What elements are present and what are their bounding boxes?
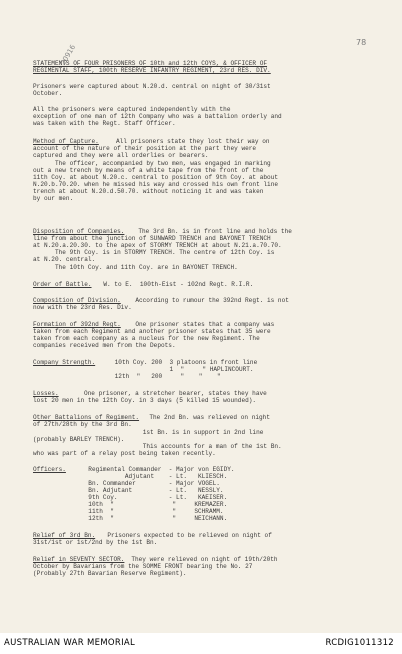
- text-line: of 27th/28th by the 3rd Bn.: [33, 421, 132, 428]
- text-line: at N.20. central.: [33, 256, 96, 263]
- text-line: All the prisoners were captured independently with the: [33, 106, 231, 113]
- text-line: The officer, accompanied by two men, was engaged in marking: [33, 160, 271, 167]
- text-line: 1st Bn. is in support in 2nd line: [33, 429, 264, 436]
- archive-id: RCDIG1011312: [325, 638, 394, 648]
- text-line: 31st/1st or 1st/2nd by the 1st Bn.: [33, 539, 158, 546]
- section-label: Order of Battle.: [33, 281, 92, 288]
- text-line: exception of one man of 12th Company who was a battalion orderly and: [33, 113, 282, 120]
- section-label: Formation of 392nd Regt.: [33, 321, 121, 328]
- text-line: taken from each company as a nucleus for the new Regiment. The: [33, 335, 260, 342]
- text-line: One prisoner, a stretcher bearer, states they have: [62, 390, 267, 397]
- text-line: at N.20.a.20.30. to the apex of STORMY TRENCH at about N.21.a.70.70.: [33, 242, 282, 249]
- text-line: companies received men from the Depots.: [33, 342, 176, 349]
- text-line: Prisoners were captured about N.20.d. central on night of 30/31st: [33, 83, 271, 90]
- section-label: Other Battalions of Regiment.: [33, 414, 140, 421]
- officer-row: Regimental Commander - Major von EGIDY.: [70, 466, 235, 473]
- section-label: Disposition of Companies.: [33, 228, 125, 235]
- section-label: Losses.: [33, 390, 59, 397]
- text-line: (Probably 27th Bavarian Reserve Regiment).: [33, 570, 187, 577]
- text-line: The 10th Coy. and 11th Coy. are in BAYONET TRENCH.: [33, 264, 238, 271]
- text-line: According to rumour the 392nd Regt. is not: [128, 297, 289, 304]
- text-line: The 2nd Bn. was relieved on night: [142, 414, 270, 421]
- officer-row: 12th " " NEICHANN.: [70, 515, 228, 522]
- section-label: Method of Capture.: [33, 138, 99, 145]
- text-line: October by Bavarians from the SOMME FRONT bearing the No. 27: [33, 563, 253, 570]
- heading-line-1: STATEMENTS OF FOUR PRISONERS OF 10th and 12th COYS, & OFFICER OF: [33, 60, 268, 67]
- text-line: The 9th Coy. is in STORMY TRENCH. The centre of 12th Coy. is: [33, 249, 275, 256]
- archive-name: AUSTRALIAN WAR MEMORIAL: [4, 638, 136, 648]
- text-line: One prisoner states that a company was: [128, 321, 275, 328]
- text-line: 12th " 200 " " ": [100, 373, 221, 380]
- archive-footer: [0, 633, 402, 654]
- officer-row: 10th " " KREMAZER.: [70, 501, 228, 508]
- section-label: Officers.: [33, 466, 66, 473]
- text-line: who was part of a relay post being taken recently.: [33, 450, 216, 457]
- text-line: 11th Coy. at about N.20.c. central to position of 9th Coy. at about: [33, 174, 279, 181]
- handwritten-reference: 20916: [59, 43, 78, 67]
- section-label: Relief in SEVENTY SECTOR.: [33, 556, 125, 563]
- page-number: 78: [356, 38, 367, 47]
- text-line: out a new trench by means of a white tape from the front of the: [33, 167, 264, 174]
- text-line: line from about the junction of SUNWARD TRENCH and BAYONET TRENCH: [33, 235, 271, 242]
- text-line: Prisoners expected to be relieved on night of: [100, 532, 272, 539]
- text-line: account of the nature of their position at the part they were: [33, 145, 257, 152]
- text-line: taken from each Regiment and another prisoner states that 35 were: [33, 328, 271, 335]
- text-line: was taken with the Regt. Staff Officer.: [33, 120, 176, 127]
- text-line: The 3rd Bn. is in front line and holds the: [131, 228, 292, 235]
- text-line: lost 20 men in the 12th Coy. in 3 days (5 killed 15 wounded).: [33, 397, 257, 404]
- section-label: Relief of 3rd Bn.: [33, 532, 96, 539]
- text-line: 10th Coy. 200 3 platoons in front line: [100, 359, 258, 366]
- text-line: (probably BARLEY TRENCH).: [33, 436, 125, 443]
- text-line: trench at about N.20.d.50.70. without noticing it and was taken: [33, 188, 264, 195]
- text-line: captured and they were all orderlies or bearers.: [33, 152, 209, 159]
- text-line: W. to E. 100th-Eist - 102nd Regt. R.I.R.: [96, 281, 254, 288]
- text-line: by our men.: [33, 195, 74, 202]
- text-line: All prisoners state they lost their way on: [105, 138, 270, 145]
- officer-row: 11th " " SCHRAMM.: [70, 508, 224, 515]
- text-line: They were relieved on night of 19th/20th: [124, 556, 278, 563]
- text-line: October.: [33, 90, 63, 97]
- heading-line-2: REGIMENTAL STAFF, 100th RESERVE INFANTRY REGIMENT, 23rd RES. DIV.: [33, 67, 271, 74]
- officer-row: Bn. Commander - Major VOGEL.: [70, 480, 220, 487]
- text-line: now with the 23rd Res. Div.: [33, 304, 132, 311]
- officer-row: Bn. Adjutant - Lt. NESSLY.: [70, 487, 224, 494]
- text-line: 1 " " HAPLINCOURT.: [100, 366, 254, 373]
- text-line: This accounts for a man of the 1st Bn.: [33, 443, 282, 450]
- section-label: Company Strength.: [33, 359, 96, 366]
- officer-row: Adjutant - Lt. KLIESCH.: [70, 473, 228, 480]
- section-label: Composition of Division.: [33, 297, 121, 304]
- officer-row: 9th Coy. - Lt. KAEISER.: [70, 494, 228, 501]
- text-line: N.20.b.70.20. when he missed his way and crossed his own front line: [33, 181, 279, 188]
